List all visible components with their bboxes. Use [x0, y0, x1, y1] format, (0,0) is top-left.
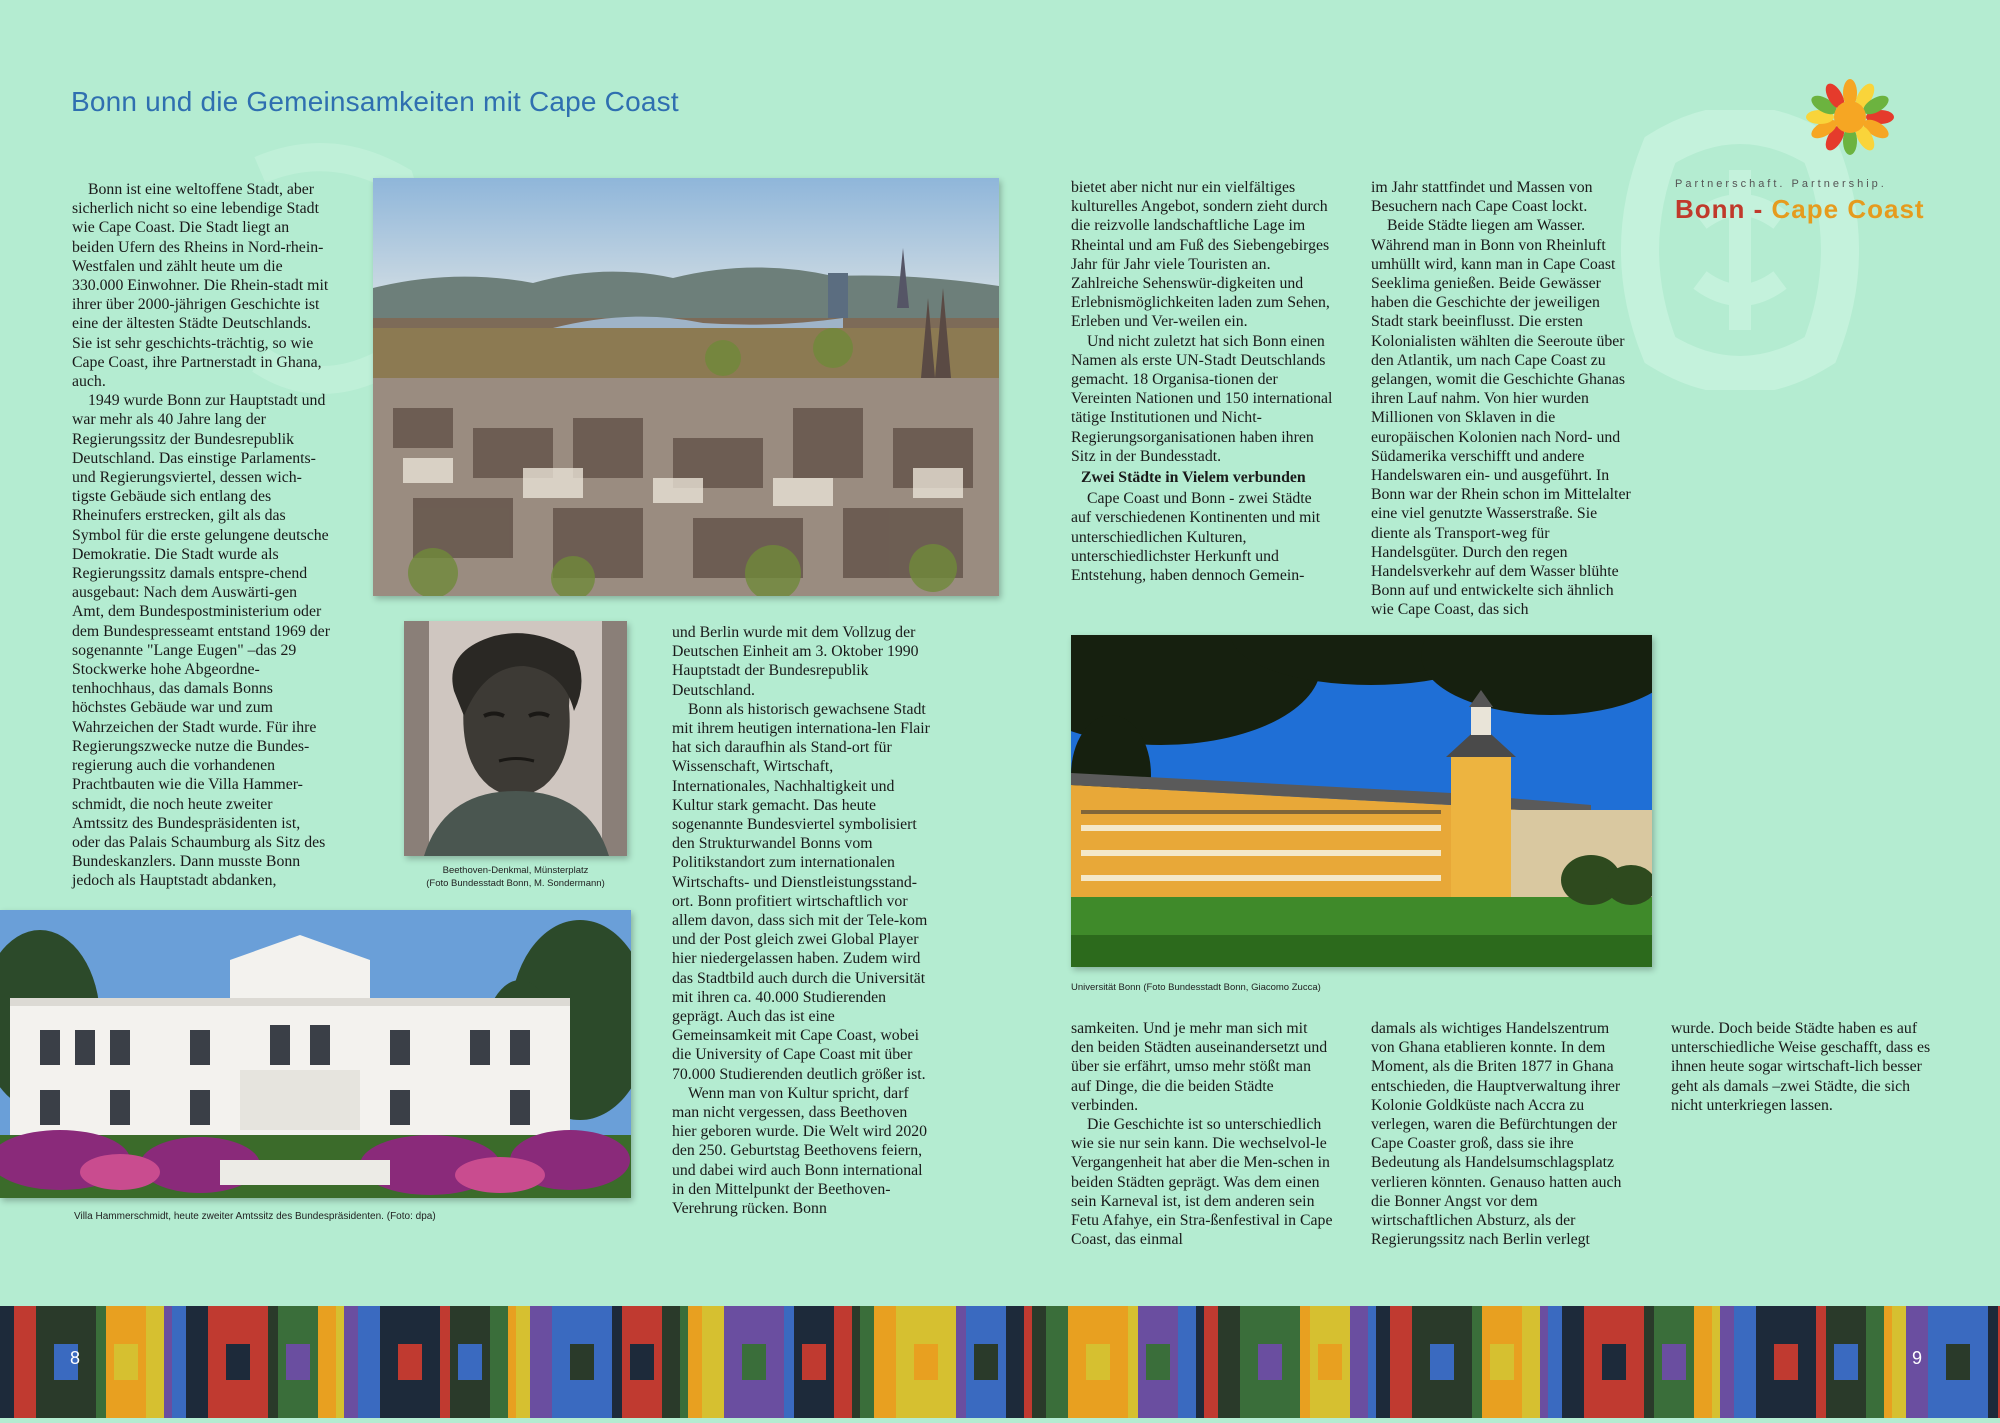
- kente-stripe: [1390, 1306, 1412, 1418]
- column-4-bottom: [1371, 1019, 1633, 1249]
- kente-motif: [570, 1344, 594, 1380]
- kente-stripe: [530, 1306, 552, 1418]
- kente-stripe: [1472, 1306, 1482, 1418]
- kente-stripe: [1540, 1306, 1548, 1418]
- kente-pattern-band: [0, 1306, 2000, 1418]
- kente-stripe: [1720, 1306, 1734, 1418]
- kente-stripe: [1178, 1306, 1196, 1418]
- kente-stripe: [1024, 1306, 1032, 1418]
- kente-stripe: [1562, 1306, 1584, 1418]
- logo-cape: Cape Coast: [1771, 194, 1925, 224]
- kente-motif: [742, 1344, 766, 1380]
- column-4-top: [1371, 178, 1633, 620]
- kente-motif: [1258, 1344, 1282, 1380]
- kente-motif: [1430, 1344, 1454, 1380]
- hand-flower-icon: [1780, 62, 1920, 172]
- column-5-bottom: [1671, 1019, 1933, 1115]
- paragraph: samkeiten. Und je mehr man sich mit den beiden Städten auseinandersetzt und über sie erfährt, umso mehr stößt man auf Dinge, die die beiden Städte verbinden.: [1071, 1020, 1328, 1114]
- kente-stripe: [680, 1306, 688, 1418]
- kente-stripe: [440, 1306, 450, 1418]
- kente-stripe: [1644, 1306, 1654, 1418]
- partnership-logo: [1780, 62, 1920, 172]
- beethoven-caption-line-1: Beethoven-Denkmal, Münsterplatz: [442, 865, 589, 876]
- kente-stripe: [508, 1306, 516, 1418]
- page-title: Bonn und die Gemeinsamkeiten mit Cape Coast: [71, 86, 679, 117]
- kente-stripe: [1368, 1306, 1376, 1418]
- paragraph: bietet aber nicht nur ein vielfältiges kulturelles Angebot, sondern zieht durch die reizvolle landschaftliche Lage im Rheintal und am Fuß des Siebengebirges Jahr für Jahr viele Touristen an. Zahlreiche Sehenswür-digkeiten und Erlebnismöglichkeiten laden zum Sehen, Erleben und Ver-weilen ein.: [1071, 179, 1330, 331]
- kente-stripe: [874, 1306, 896, 1418]
- kente-stripe: [852, 1306, 860, 1418]
- kente-motif: [1318, 1344, 1342, 1380]
- kente-stripe: [318, 1306, 336, 1418]
- university-caption: Universität Bonn (Foto Bundesstadt Bonn, Giacomo Zucca): [1071, 982, 1321, 993]
- kente-stripe: [1128, 1306, 1138, 1418]
- paragraph: Wenn man von Kultur spricht, darf man nicht vergessen, dass Beethoven hier geboren wurde. Die Welt wird 2020 den 250. Geburtstag Beethovens feiern, und dabei wird auch Bonn international in den Mittelpunkt der Beethoven-Verehrung rücken. Bonn: [672, 1084, 928, 1218]
- column-2: [672, 623, 934, 1218]
- kente-stripe: [1816, 1306, 1826, 1418]
- kente-motif: [1086, 1344, 1110, 1380]
- kente-stripe: [344, 1306, 358, 1418]
- bonn-panorama-photo: [373, 178, 999, 596]
- paragraph: Die Geschichte ist so unterschiedlich wie sie nur sein kann. Die wechselvol-le Vergangenheit hat aber die Men-schen in beiden Städten geprägt. Was dem einen sein Karneval ist, ist dem anderen sein Fetu Afahye, ein Stra-ßenfestival in Cape Coast, das einmal: [1071, 1116, 1333, 1249]
- kente-stripe: [1046, 1306, 1068, 1418]
- paragraph: wurde. Doch beide Städte haben es auf unterschiedliche Weise geschafft, dass es ihnen heute sogar wirtschaft-lich besser geht als damals –zwei Städte, die sich nicht unterkriegen lassen.: [1671, 1020, 1931, 1114]
- kente-motif: [974, 1344, 998, 1380]
- paragraph: damals als wichtiges Handelszentrum von Ghana etablieren konnte. In dem Moment, als die Briten 1877 in Ghana entschieden, die Hauptverwaltung ihrer Kolonie Goldküste nach Accra zu verlegen, waren die Befürchtungen der Cape Coaster groß, dass sie ihre Bedeutung als Handelsumschlagsplatz verlieren könnten. Genauso hatten auch die Bonner Angst vor dem wirtschaftlichen Absturz, als der Regierungssitz nach Berlin verlegt: [1371, 1020, 1622, 1249]
- kente-stripe: [1204, 1306, 1218, 1418]
- paragraph: Bonn als historisch gewachsene Stadt mit ihrem heutigen internationa-len Flair hat sich daraufhin als Stand-ort für Wissenschaft, Wirtschaft, Internationales, Nachhaltigkeit und Kultur stark gemacht. Das heute sogenannte Bundesviertel symbolisiert den Strukturwandel Bonns vom Politikstandort zum internationalen Wirtschafts- und Dienstleistungsstand-ort. Bonn profitiert wirtschaftlich vor allem davon, dass sich mit der Tele-kom und der Post gleich zwei Global Player hier niedergelassen haben. Zudem wird das Stadtbild auch durch die Universität mit ihren ca. 40.000 Studierenden geprägt. Auch das ist eine Gemeinsamkeit mit Cape Coast, wobei die University of Cape Coast mit über 70.000 Studierenden deutlich größer ist.: [672, 700, 930, 1083]
- paragraph: und Berlin wurde mit dem Vollzug der Deutschen Einheit am 3. Oktober 1990 Hauptstadt der Bundesrepublik Deutschland.: [672, 624, 919, 699]
- kente-stripe: [1032, 1306, 1046, 1418]
- villa-hammerschmidt-photo: [0, 910, 631, 1198]
- kente-stripe: [1218, 1306, 1240, 1418]
- kente-motif: [1946, 1344, 1970, 1380]
- kente-stripe: [834, 1306, 852, 1418]
- villa-caption: Villa Hammerschmidt, heute zweiter Amtssitz des Bundespräsidenten. (Foto: dpa): [74, 1211, 436, 1222]
- logo-tagline: Partnerschaft. Partnership.: [1675, 178, 1887, 190]
- kente-motif: [1490, 1344, 1514, 1380]
- paragraph: Cape Coast und Bonn - zwei Städte auf verschiedenen Kontinenten und mit unterschiedlichen Kulturen, unterschiedlichster Herkunft und Entstehung, haben dennoch Gemein-: [1071, 490, 1321, 585]
- kente-stripe: [1300, 1306, 1310, 1418]
- kente-stripe: [1548, 1306, 1562, 1418]
- kente-stripe: [336, 1306, 344, 1418]
- kente-stripe: [164, 1306, 172, 1418]
- kente-stripe: [1712, 1306, 1720, 1418]
- kente-motif: [802, 1344, 826, 1380]
- logo-center: [1834, 101, 1866, 133]
- kente-stripe: [1734, 1306, 1756, 1418]
- kente-stripe: [1196, 1306, 1204, 1418]
- beethoven-caption: [404, 864, 627, 890]
- kente-stripe: [702, 1306, 724, 1418]
- kente-stripe: [1892, 1306, 1906, 1418]
- kente-stripe: [268, 1306, 278, 1418]
- kente-stripe: [688, 1306, 702, 1418]
- kente-stripe: [1884, 1306, 1892, 1418]
- kente-motif: [1602, 1344, 1626, 1380]
- paragraph: Beide Städte liegen am Wasser. Während man in Bonn von Rheinluft umhüllt wird, kann man in Cape Coast Seeklima genießen. Beide Gewässer haben die Geschichte der jeweiligen Stadt stark beeinflusst. Die ersten Kolonialisten wählten die Seeroute über den Atlantik, um nach Cape Coast zu gelangen, womit die Geschichte Ghanas ihren Lauf nahm. Von hier wurden Millionen von Sklaven in die europäischen Kolonien nach Nord- und Südamerika verschifft und andere Handelswaren ein- und ausgeführt. In Bonn war der Rhein schon im Mittelalter eine viel genutzte Wasserstraße. Sie diente als Transport-weg für Handelsgüter. Durch den regen Handelsverkehr auf dem Wasser blühte Bonn auf und entwickelte sich ähnlich wie Cape Coast, das sich: [1371, 217, 1631, 619]
- page-number-right: 9: [1912, 1348, 1923, 1368]
- kente-motif: [1834, 1344, 1858, 1380]
- paragraph: 1949 wurde Bonn zur Hauptstadt und war mehr als 40 Jahre lang der Regierungssitz der Bundesrepublik Deutschland. Das einstige Parlaments- und Regierungsviertel, dessen wich-tigste Gebäude sich entlang des Rheinufers erstrecken, gilt als das Symbol für die erste gelungene deutsche Demokratie. Die Stadt wurde als Regierungssitz damals entspre-chend ausgebaut: Nach dem Auswärti-gen Amt, dem Bundespostministerium oder dem Bundespresseamt entstand 1969 der sogenannte "Lange Eugen" –das 29 Stockwerke hohe Abgeordne-tenhochhaus, das damals Bonns höchstes Gebäude war und zum Wahrzeichen der Stadt wurde. Für ihre Regierungszwecke nutze die Bundes-regierung auch die vorhandenen Prachtbauten wie die Villa Hammer-schmidt, die noch heute zweiter Amtssitz des Bundespräsidenten ist, oder das Palais Schaumburg als Sitz des Bundeskanzlers. Dann musste Bonn jedoch als Hauptstadt abdanken,: [72, 392, 330, 890]
- kente-stripe: [358, 1306, 380, 1418]
- logo-name: [1675, 194, 1925, 225]
- beethoven-caption-line-2: (Foto Bundesstadt Bonn, M. Sondermann): [426, 878, 605, 889]
- kente-stripe: [172, 1306, 186, 1418]
- kente-motif: [1146, 1344, 1170, 1380]
- kente-stripe: [146, 1306, 164, 1418]
- kente-stripe: [1694, 1306, 1712, 1418]
- kente-stripe: [1350, 1306, 1368, 1418]
- kente-stripe: [1376, 1306, 1390, 1418]
- kente-stripe: [860, 1306, 874, 1418]
- kente-motif: [226, 1344, 250, 1380]
- kente-motif: [114, 1344, 138, 1380]
- kente-stripe: [1988, 1306, 1998, 1418]
- column-1: [72, 180, 330, 891]
- kente-motif: [914, 1344, 938, 1380]
- kente-stripe: [0, 1306, 14, 1418]
- paragraph: Und nicht zuletzt hat sich Bonn einen Namen als erste UN-Stadt Deutschlands gemacht. 18 Organisa-tionen der Vereinten Nationen und 150 international tätige Institutionen und Nicht-Regierungsorganisationen haben ihren Sitz in der Bundesstadt.: [1071, 332, 1333, 465]
- kente-motif: [1662, 1344, 1686, 1380]
- kente-stripe: [956, 1306, 966, 1418]
- kente-stripe: [784, 1306, 794, 1418]
- beethoven-statue-photo: [404, 621, 627, 856]
- logo-dash: -: [1745, 194, 1772, 224]
- kente-stripe: [490, 1306, 508, 1418]
- kente-stripe: [612, 1306, 622, 1418]
- kente-motif: [1774, 1344, 1798, 1380]
- paragraph: im Jahr stattfindet und Massen von Besuchern nach Cape Coast lockt.: [1371, 179, 1593, 216]
- kente-stripe: [186, 1306, 208, 1418]
- logo-bonn: Bonn: [1675, 194, 1746, 224]
- kente-motif: [630, 1344, 654, 1380]
- university-bonn-photo: [1071, 635, 1652, 967]
- kente-stripe: [1866, 1306, 1884, 1418]
- kente-stripe: [1522, 1306, 1540, 1418]
- column-3-bottom: [1071, 1019, 1333, 1249]
- kente-stripe: [14, 1306, 36, 1418]
- kente-stripe: [516, 1306, 530, 1418]
- kente-motif: [458, 1344, 482, 1380]
- column-3-top: [1071, 178, 1333, 585]
- kente-stripe: [1006, 1306, 1024, 1418]
- section-heading: Zwei Städte in Vielem verbunden: [1081, 469, 1306, 487]
- kente-stripe: [662, 1306, 680, 1418]
- kente-motif: [398, 1344, 422, 1380]
- kente-motif: [286, 1344, 310, 1380]
- page-number-left: 8: [70, 1348, 81, 1368]
- kente-stripe: [96, 1306, 106, 1418]
- paragraph: Bonn ist eine weltoffene Stadt, aber sicherlich nicht so eine lebendige Stadt wie Cape Coast. Die Stadt liegt an beiden Ufern des Rheins in Nord-rhein-Westfalen und zählt heute um die 330.000 Einwohner. Die Rhein-stadt mit ihrer über 2000-jährigen Geschichte ist eine der ältesten Städte Deutschlands. Sie ist sehr geschichts-trächtig, so wie Cape Coast, ihre Partnerstadt in Ghana, auch.: [72, 181, 329, 391]
